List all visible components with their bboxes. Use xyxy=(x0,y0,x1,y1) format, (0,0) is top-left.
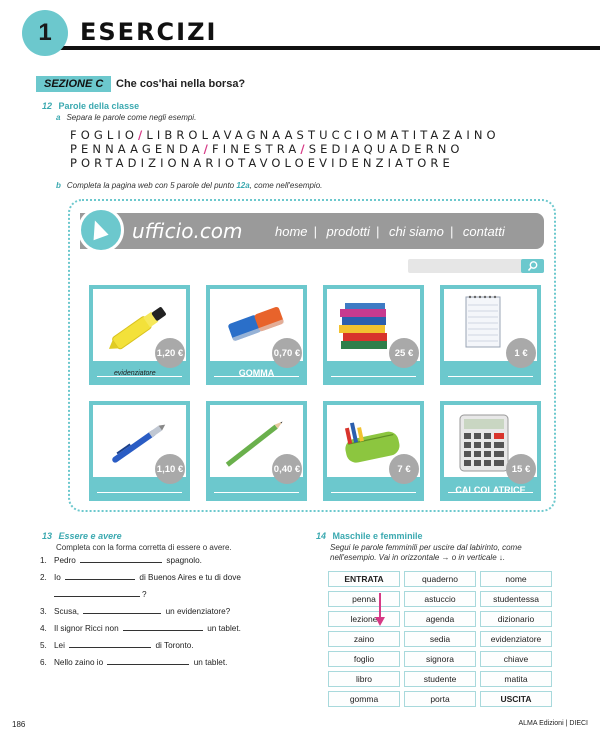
ex12-number: 12 xyxy=(42,101,53,111)
ex12a-letter: a xyxy=(56,113,61,122)
item-text: un tablet. xyxy=(207,624,241,633)
price-badge: 1 € xyxy=(506,338,536,368)
answer-blank[interactable] xyxy=(83,606,161,614)
nav-prodotti[interactable]: prodotti xyxy=(326,224,370,239)
unit-number: 1 xyxy=(38,19,52,46)
ex13-item xyxy=(40,640,241,657)
ex13-item xyxy=(40,555,241,572)
product-card[interactable] xyxy=(206,401,307,501)
maze-cell[interactable]: libro xyxy=(328,671,400,687)
answer-line xyxy=(331,376,416,377)
answer-line xyxy=(97,492,182,493)
item-number: 1. xyxy=(40,556,47,565)
website-nav xyxy=(272,224,508,239)
ex14-instruction-1: Segui le parole femminili per uscire dal labirinto, come xyxy=(330,543,522,552)
ex12b-text-end: , come nell'esempio. xyxy=(249,181,323,190)
ex13-item xyxy=(40,589,241,606)
item-text: ? xyxy=(142,590,147,599)
maze-cell[interactable]: agenda xyxy=(404,611,476,627)
maze-cell[interactable]: gomma xyxy=(328,691,400,707)
maze-cell[interactable]: studente xyxy=(404,671,476,687)
letters-row-2 xyxy=(70,142,464,156)
product-card[interactable] xyxy=(323,401,424,501)
nav-separator: | xyxy=(313,224,317,239)
search-button[interactable] xyxy=(521,259,544,273)
maze-cell-uscita: USCITA xyxy=(480,691,552,707)
letters-seg: FINESTRA xyxy=(211,142,301,156)
answer-blank[interactable] xyxy=(107,657,189,665)
section-tag: SEZIONE C xyxy=(36,76,111,92)
ex13-number: 13 xyxy=(42,531,53,541)
maze-cell[interactable]: sedia xyxy=(404,631,476,647)
ex13-title: Essere e avere xyxy=(58,531,122,541)
price-badge: 1,10 € xyxy=(155,454,185,484)
answer-line xyxy=(448,376,533,377)
letters-row-3 xyxy=(70,156,454,170)
ex14-title: Maschile e femminile xyxy=(332,531,423,541)
ex13-item xyxy=(40,606,241,623)
item-text: Io xyxy=(54,573,61,582)
ex12a-text: Separa le parole come negli esempi. xyxy=(66,113,197,122)
maze-cell[interactable]: nome xyxy=(480,571,552,587)
letters-seg: SEDIAQUADERNO xyxy=(308,142,464,156)
ex13-item xyxy=(40,623,241,640)
letters-row-1 xyxy=(70,128,500,142)
item-text: un evidenziatore? xyxy=(165,607,231,616)
slash-mark: / xyxy=(138,128,147,142)
answer-blank[interactable] xyxy=(65,572,135,580)
answer-blank[interactable] xyxy=(123,623,203,631)
letters-seg: FOGLIO xyxy=(70,128,139,142)
ex14-number: 14 xyxy=(316,531,327,541)
maze-cell[interactable]: studentessa xyxy=(480,591,552,607)
price-badge: 0,40 € xyxy=(272,454,302,484)
item-number: 6. xyxy=(40,658,47,667)
ex13-item xyxy=(40,572,241,589)
item-text: di Buenos Aires e tu di dove xyxy=(139,573,241,582)
price-badge: 1,20 € xyxy=(155,338,185,368)
item-text: Il signor Ricci non xyxy=(54,624,119,633)
ex13-item xyxy=(40,657,241,674)
maze-cell[interactable]: zaino xyxy=(328,631,400,647)
letters-seg: LIBROLAVAGNAASTUCCIOMATITAZAINO xyxy=(146,128,500,142)
product-label: CALCOLATRICE xyxy=(455,485,526,495)
price-badge: 15 € xyxy=(506,454,536,484)
item-number: 2. xyxy=(40,573,47,582)
item-text: un tablet. xyxy=(193,658,228,667)
search-icon xyxy=(521,259,544,273)
maze-cell[interactable]: dizionario xyxy=(480,611,552,627)
nav-contatti[interactable]: contatti xyxy=(462,224,505,239)
maze-cell[interactable]: porta xyxy=(404,691,476,707)
ex12a-instruction xyxy=(56,113,196,122)
item-number: 4. xyxy=(40,624,47,633)
product-label: GOMMA xyxy=(238,368,275,378)
maze-cell[interactable]: matita xyxy=(480,671,552,687)
brand-name[interactable]: ufficio.com xyxy=(132,219,243,243)
maze-cell[interactable]: signora xyxy=(404,651,476,667)
nav-home[interactable]: home xyxy=(275,224,308,239)
item-number: 5. xyxy=(40,641,47,650)
item-text: di Toronto. xyxy=(155,641,194,650)
ex12b-ref: 12a xyxy=(236,181,250,190)
answer-blank[interactable] xyxy=(69,640,151,648)
item-text: Nello zaino io xyxy=(54,658,104,667)
item-text: Pedro xyxy=(54,556,76,565)
maze-cell[interactable]: evidenziatore xyxy=(480,631,552,647)
answer-line xyxy=(214,492,299,493)
letters-seg: PORTADIZIONARIOTAVOLOEVIDENZIATORE xyxy=(70,156,454,170)
ex12b-instruction xyxy=(56,181,322,190)
item-text: spagnolo. xyxy=(166,556,202,565)
price-badge: 25 € xyxy=(389,338,419,368)
answer-blank[interactable] xyxy=(54,589,140,597)
ex12b-text: Completa la pagina web con 5 parole del punto xyxy=(66,181,237,190)
price-badge: 7 € xyxy=(389,454,419,484)
maze-cell[interactable]: lezione xyxy=(328,611,400,627)
item-text: Scusa, xyxy=(54,607,80,616)
publisher-footer: ALMA Edizioni | DIECI xyxy=(518,720,588,727)
nav-separator: | xyxy=(375,224,380,239)
ex14-instruction-2: nell'esempio. Vai in orizzontale → o in verticale ↓. xyxy=(330,553,506,562)
product-card[interactable] xyxy=(89,401,190,501)
ex13-list xyxy=(40,555,241,674)
maze-cell[interactable]: quaderno xyxy=(404,571,476,587)
ex12-heading xyxy=(42,101,139,111)
ex14-heading xyxy=(316,531,423,541)
maze-cell[interactable]: chiave xyxy=(480,651,552,667)
maze-cell[interactable]: foglio xyxy=(328,651,400,667)
product-card[interactable] xyxy=(440,285,541,385)
header-rule xyxy=(60,46,600,50)
ex13-heading xyxy=(42,531,122,541)
answer-line xyxy=(331,492,416,493)
item-number: 3. xyxy=(40,607,47,616)
down-arrow-icon xyxy=(372,593,388,629)
page-number: 186 xyxy=(12,720,26,729)
letters-seg: PENNAAGENDA xyxy=(70,142,204,156)
maze-cell[interactable]: penna xyxy=(328,591,400,607)
nav-chi-siamo[interactable]: chi siamo xyxy=(388,224,444,239)
nav-separator: | xyxy=(449,224,454,239)
ex12-title: Parole della classe xyxy=(58,101,140,111)
ex12b-letter: b xyxy=(56,181,61,190)
product-label: evidenziatore xyxy=(114,370,156,377)
product-card[interactable] xyxy=(323,285,424,385)
price-badge: 0,70 € xyxy=(272,338,302,368)
slash-mark: / xyxy=(300,142,309,156)
maze-cell[interactable]: astuccio xyxy=(404,591,476,607)
item-text: Lei xyxy=(54,641,65,650)
slash-mark: / xyxy=(203,142,212,156)
answer-blank[interactable] xyxy=(80,555,162,563)
unit-badge xyxy=(22,10,68,56)
ex13-instruction: Completa con la forma corretta di essere o avere. xyxy=(56,543,232,552)
maze-cell-entrata: ENTRATA xyxy=(328,571,400,587)
page-title: ESERCIZI xyxy=(80,18,218,46)
section-title: Che cos'hai nella borsa? xyxy=(116,78,246,90)
